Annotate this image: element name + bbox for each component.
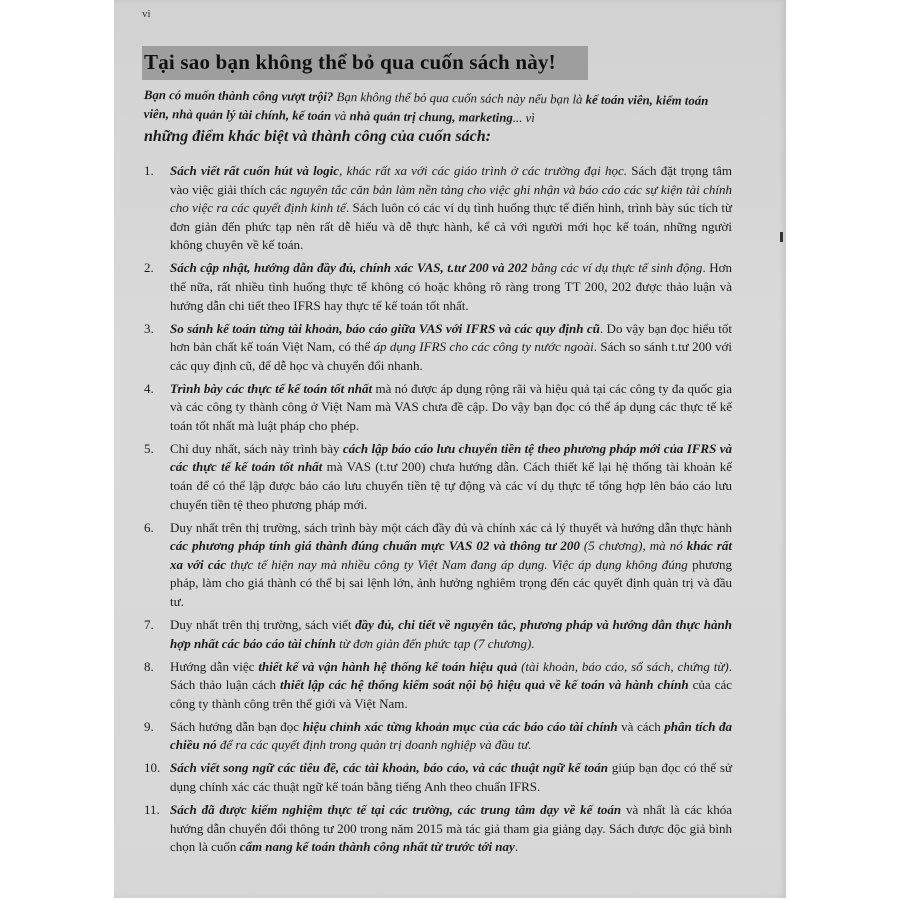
list-item-number: 2. bbox=[144, 260, 154, 276]
list-item-text: để ra các quyết định trong quản trị doanh nghiệp và đầu tư. bbox=[216, 737, 532, 753]
list-item-number: 10. bbox=[144, 760, 161, 776]
list-item-text: Sách cập nhật, hướng dẫn đầy đủ, chính xác VAS, t.tư 200 và 202 bbox=[170, 260, 528, 276]
intro-question: Bạn có muốn thành công vượt trội? bbox=[143, 87, 334, 104]
list-item-text: mà nó được áp dụng rộng rãi và hiệu quả tại các công ty đa quốc gia và các công ty thành công ở Việt Nam mà VAS chưa đề cập. Do vậy bạn đọc có thể áp dụng các thực tế kế toán tốt nhất mà luật pháp cho phép. bbox=[170, 380, 732, 433]
list-item bbox=[144, 320, 732, 376]
list-item-text: (tài khoản, báo cáo, sổ sách, chứng từ) bbox=[517, 658, 729, 674]
intro-text: Bạn không thể bỏ qua cuốn sách này nếu bạn là bbox=[333, 89, 586, 107]
list-item-text: Duy nhất trên thị trường, sách trình bày một cách đầy đủ và chính xác cả lý thuyết và hướng dẫn thực hành bbox=[170, 519, 732, 535]
list-item-text: Sách đã được kiểm nghiệm thực tế tại các trường, các trung tâm dạy về kế toán bbox=[170, 801, 622, 817]
list-item-text: cẩm nang kế toán thành công nhất từ trước tới nay bbox=[239, 839, 515, 855]
intro-text: ... vì bbox=[512, 110, 535, 126]
list-item-text: . Sách thảo luận cách bbox=[170, 658, 732, 693]
list-item-number: 6. bbox=[144, 519, 154, 535]
list-item-text: Duy nhất trên thị trường, sách viết bbox=[170, 617, 356, 632]
list-item-text: . Sách luôn có các ví dụ tình huống thực tế điển hình, trình bày súc tích từ đơn giản đến phức tạp nên rất dễ hiểu và dễ thực hành, kể cả với người mới học kế toán, những người không chuyên về kế toán. bbox=[170, 200, 732, 253]
page-heading: Tại sao bạn không thể bỏ qua cuốn sách này! bbox=[144, 50, 556, 74]
intro-roles: nhà quản trị chung, marketing bbox=[349, 109, 513, 125]
list-item-text: . bbox=[514, 839, 519, 855]
list-item-text: Sách viết rất cuốn hút và logic bbox=[170, 163, 340, 178]
list-item-text: thực tế hiện nay mà nhiều công ty Việt Nam đang áp dụng. Việc áp dụng không đúng bbox=[225, 556, 688, 572]
list-item bbox=[144, 801, 732, 857]
list-item-text: và cách bbox=[617, 718, 665, 734]
list-item-number: 9. bbox=[144, 718, 154, 734]
list-item-text: phân tích đa chiều nó bbox=[170, 718, 732, 753]
list-item-text: khác rất xa với các bbox=[170, 538, 733, 572]
list-item bbox=[144, 440, 732, 514]
list-item-text: của các công ty thành công trên thế giới và Việt Nam. bbox=[170, 677, 733, 711]
list-item bbox=[144, 380, 732, 436]
list-item-text: mà VAS (t.tư 200) chưa hướng dẫn. Cách thiết kế lại hệ thống tài khoản kế toán để có thể lập được báo cáo lưu chuyển tiền tệ tự động và các ví dụ thực tế tổng hợp lên báo cáo lưu chuyển tiền tệ theo phương pháp mới. bbox=[170, 459, 732, 512]
list-item-number: 3. bbox=[144, 320, 154, 336]
list-item-text: thiết kế và vận hành hệ thống kế toán hiệu quả bbox=[258, 658, 518, 674]
list-item bbox=[144, 259, 732, 315]
list-item bbox=[144, 519, 732, 612]
list-item-text: , khác rất xa với các giáo trình ở các trường đại học. bbox=[339, 163, 628, 178]
list-item-text: (5 chương), mà nó bbox=[579, 538, 687, 554]
list-item-number: 7. bbox=[144, 617, 154, 632]
list-item-text: thiết lập các hệ thống kiểm soát nội bộ hiệu quả về kế toán và hành chính bbox=[280, 677, 689, 693]
list-item-text: Sách viết song ngữ các tiêu đề, các tài khoản, báo cáo, và các thuật ngữ kế toán bbox=[170, 760, 609, 776]
list-item-text: . Hơn thế nữa, rất nhiều tình huống thực tế không có hoặc không rõ ràng trong TT 200, 202 được thảo luận và hướng dẫn chi tiết theo IFRS hay thực tế kế toán tốt nhất. bbox=[170, 260, 733, 313]
list-item-text: So sánh kế toán từng tài khoản, báo cáo giữa VAS với IFRS và các quy định cũ bbox=[170, 320, 600, 336]
list-item-text: Chỉ duy nhất, sách này trình bày bbox=[170, 440, 343, 456]
list-item-text: . Sách so sánh t.tư 200 với các quy định cũ, để dễ học và chuyển đổi nhanh. bbox=[170, 339, 732, 373]
page-number: vi bbox=[142, 8, 151, 20]
list-item bbox=[144, 718, 732, 755]
list-item-text: hiệu chỉnh xác từng khoản mục của các báo cáo tài chính bbox=[302, 718, 618, 734]
list-item-text: các phương pháp tính giá thành đúng chuẩn mực VAS 02 và thông tư 200 bbox=[170, 538, 580, 554]
list-item bbox=[144, 616, 732, 653]
intro-paragraph bbox=[144, 86, 729, 130]
list-item bbox=[144, 162, 732, 255]
list-item-text: . Do vậy bạn đọc hiểu tốt hơn bản chất kế toán Việt Nam, có thể bbox=[170, 320, 733, 355]
list-subheading: những điểm khác biệt và thành công của cuốn sách: bbox=[144, 128, 491, 145]
list-item-number: 4. bbox=[144, 380, 154, 396]
list-item-text: nguyên tắc căn bản làm nền tảng cho việc ghi nhận và báo cáo các sự kiện tài chính cho việc ra các quyết định kinh tế bbox=[170, 181, 732, 216]
list-item-text: Hướng dẫn việc bbox=[170, 658, 259, 674]
list-item-number: 11. bbox=[144, 801, 160, 817]
list-item-number: 8. bbox=[144, 658, 154, 674]
page-edge-mark bbox=[780, 232, 783, 242]
list-item-text: Sách hướng dẫn bạn đọc bbox=[170, 718, 303, 734]
list-item-text: bằng các ví dụ thực tế sinh động bbox=[527, 260, 703, 276]
list-item-text: từ đơn giản đến phức tạp (7 chương). bbox=[335, 635, 535, 651]
list-item-text: Sách đặt trọng tâm vào việc giải thích các bbox=[170, 163, 733, 197]
list-item-number: 1. bbox=[144, 163, 154, 178]
intro-roles: kế toán viên, kiểm toán viên, nhà quản lý tài chính, kế toán bbox=[143, 92, 709, 123]
list-item-text: Trình bày các thực tế kế toán tốt nhất bbox=[170, 380, 373, 396]
list-item-number: 5. bbox=[144, 440, 154, 456]
book-page bbox=[114, 0, 786, 898]
list-item-text: giúp bạn đọc có thể sử dụng chính xác các thuật ngữ kế toán bằng tiếng Anh theo chuẩn IFRS. bbox=[170, 760, 732, 794]
features-list bbox=[144, 162, 732, 861]
list-item-text: cách lập báo cáo lưu chuyển tiền tệ theo phương pháp mới của IFRS và các thực tế kế toán tốt nhất bbox=[170, 440, 732, 475]
list-item bbox=[144, 658, 732, 714]
list-item-text: đầy đủ, chi tiết về nguyên tắc, phương pháp và hướng dẫn thực hành hợp nhất các báo cáo tài chính bbox=[170, 617, 732, 651]
list-item bbox=[144, 759, 732, 796]
list-item-text: phương pháp, làm cho giá thành có thể bị sai lệnh lớn, ảnh hưởng nghiêm trọng đến các quyết định quản trị và đầu tư. bbox=[170, 556, 733, 610]
list-item-text: và nhất là các khóa hướng dẫn chuyển đổi thông tư 200 trong năm 2015 mà tác giả tham gia giảng dạy. Sách được độc giả bình chọn là cuốn bbox=[170, 801, 732, 855]
intro-text: và bbox=[330, 108, 350, 124]
list-item-text: áp dụng IFRS cho các công ty nước ngoài bbox=[373, 339, 594, 355]
